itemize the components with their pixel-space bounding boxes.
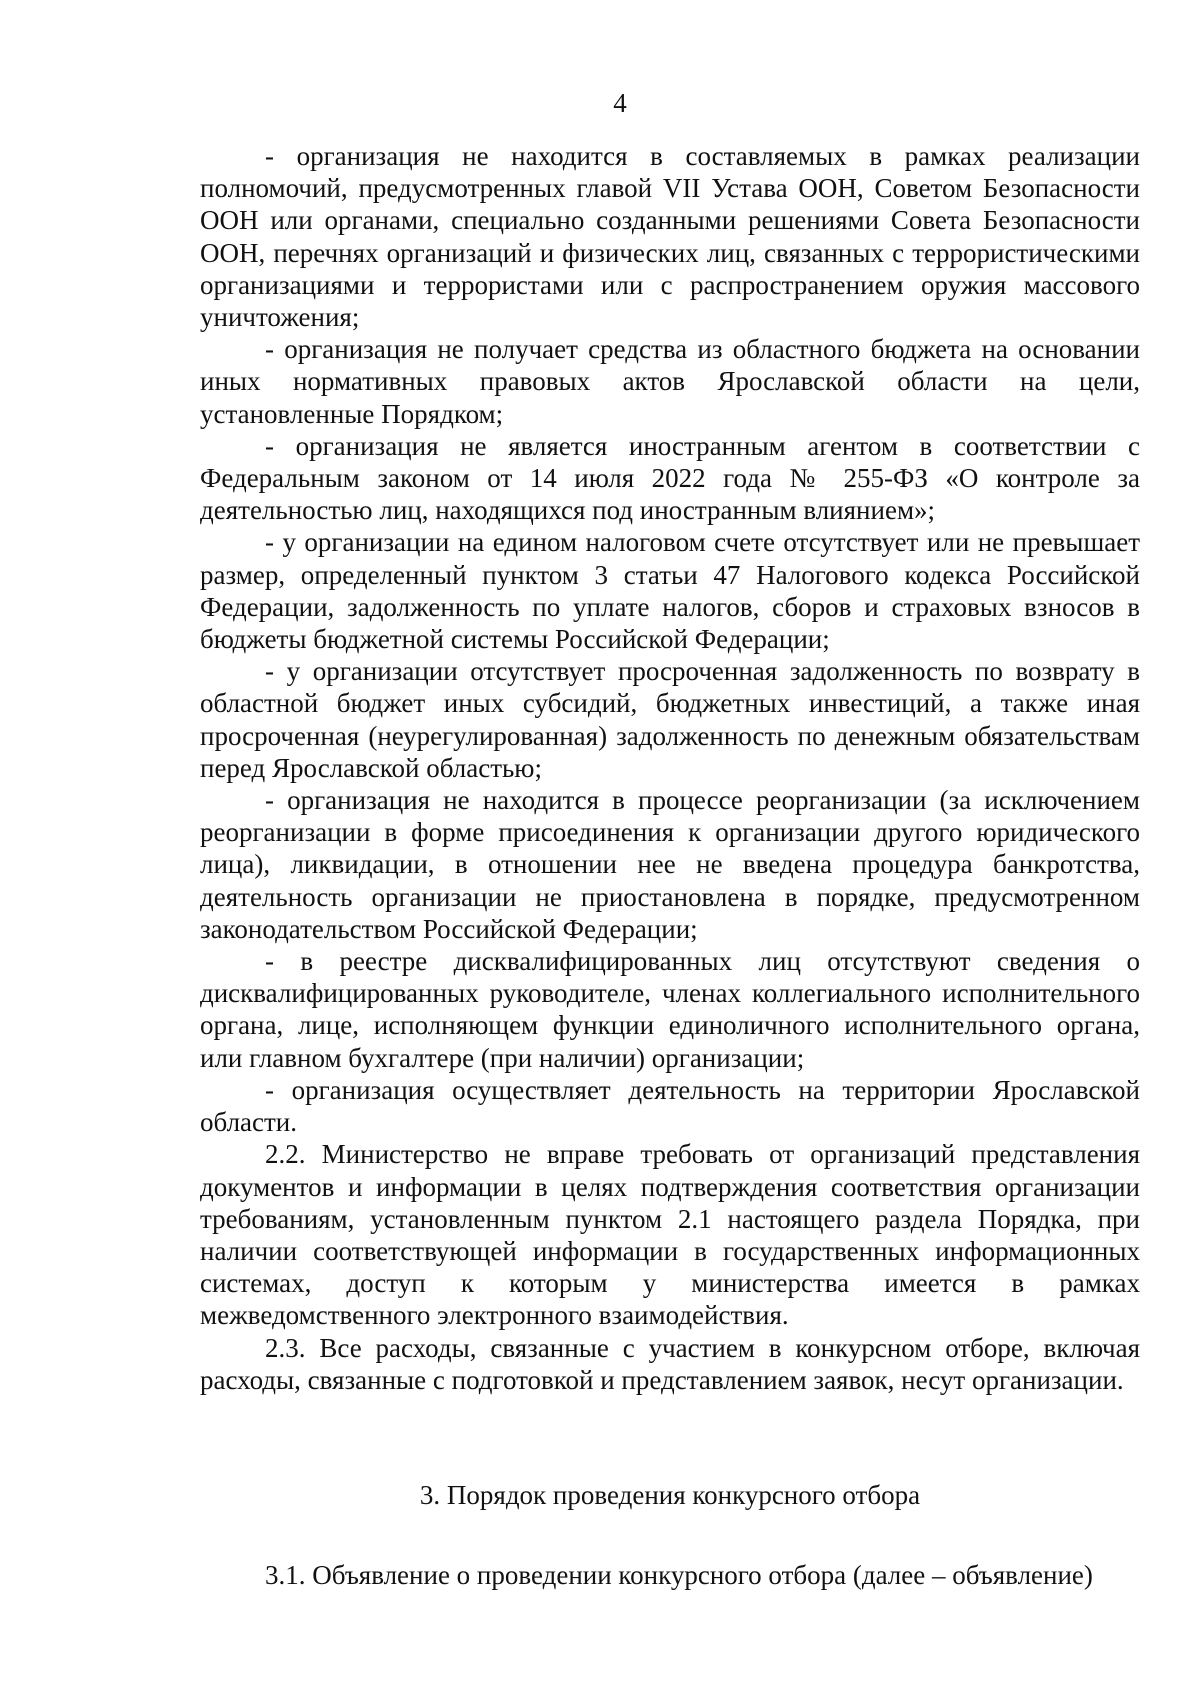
paragraph-2-3: 2.3. Все расходы, связанные с участием в конкурсном отборе, включая расходы, связанные с подготовкой и представлением заявок, несут организации. bbox=[200, 1332, 1140, 1395]
page-number: 4 bbox=[613, 88, 627, 118]
paragraph-2-2: 2.2. Министерство не вправе требовать от организаций представления документов и информации в целях подтверждения соответствия организации требованиям, установленным пунктом 2.1 настоящего раздела Порядка, при наличии соответствующей информации в государственных информационных системах, доступ к которым у министерства имеется в рамках межведомственного электронного взаимодействия. bbox=[200, 1139, 1140, 1331]
paragraph-un-lists: - организация не находится в составляемых в рамках реализации полномочий, предусмотренных главой VII Устава ООН, Советом Безопасности ООН или органами, специально созданными решениями Совета Безопасности ООН, перечнях организаций и физических лиц, связанных с террористическими организациями и террористами или с распространением оружия массового уничтожения; bbox=[200, 141, 1140, 333]
section-heading: 3. Порядок проведения конкурсного отбора bbox=[419, 1480, 921, 1510]
paragraph-foreign-agent: - организация не является иностранным агентом в соответствии с Федеральным законом от 14 июля 2022 года № 255-ФЗ «О контроле за деятельностью лиц, находящихся под иностранным влиянием»; bbox=[200, 430, 1140, 526]
paragraph-reorganization: - организация не находится в процессе реорганизации (за исключением реорганизации в форме присоединения к организации другого юридического лица), ликвидации, в отношении нее не введена процедура банкротства, деятельность организации не приостановлена в порядке, предусмотренном законодательством Российской Федерации; bbox=[200, 785, 1140, 944]
paragraph-tax-debt: - у организации на едином налоговом счете отсутствует или не превышает размер, определенный пунктом 3 статьи 47 Налогового кодекса Российской Федерации, задолженность по уплате налогов, сборов и страховых взносов в бюджеты бюджетной системы Российской Федерации; bbox=[200, 527, 1140, 655]
paragraph-3-1: 3.1. Объявление о проведении конкурсного отбора (далее – объявление) bbox=[265, 1560, 1093, 1590]
body-text bbox=[200, 140, 1140, 1396]
paragraph-disqualified-registry: - в реестре дисквалифицированных лиц отсутствуют сведения о дисквалифицированных руководителе, членах коллегиального исполнительного органа, лице, исполняющем функции единоличного исполнительного органа, или главном бухгалтере (при наличии) организации; bbox=[200, 946, 1140, 1073]
paragraph-yaroslavl-activity: - организация осуществляет деятельность на территории Ярославской области. bbox=[200, 1074, 1140, 1138]
paragraph-overdue-debt: - у организации отсутствует просроченная задолженность по возврату в областной бюджет иных субсидий, бюджетных инвестиций, а также иная просроченная (неурегулированная) задолженность по денежным обязательствам перед Ярославской областью; bbox=[200, 656, 1140, 783]
paragraph-no-budget-funds: - организация не получает средства из областного бюджета на основании иных нормативных правовых актов Ярославской области на цели, установленные Порядком; bbox=[200, 334, 1140, 429]
